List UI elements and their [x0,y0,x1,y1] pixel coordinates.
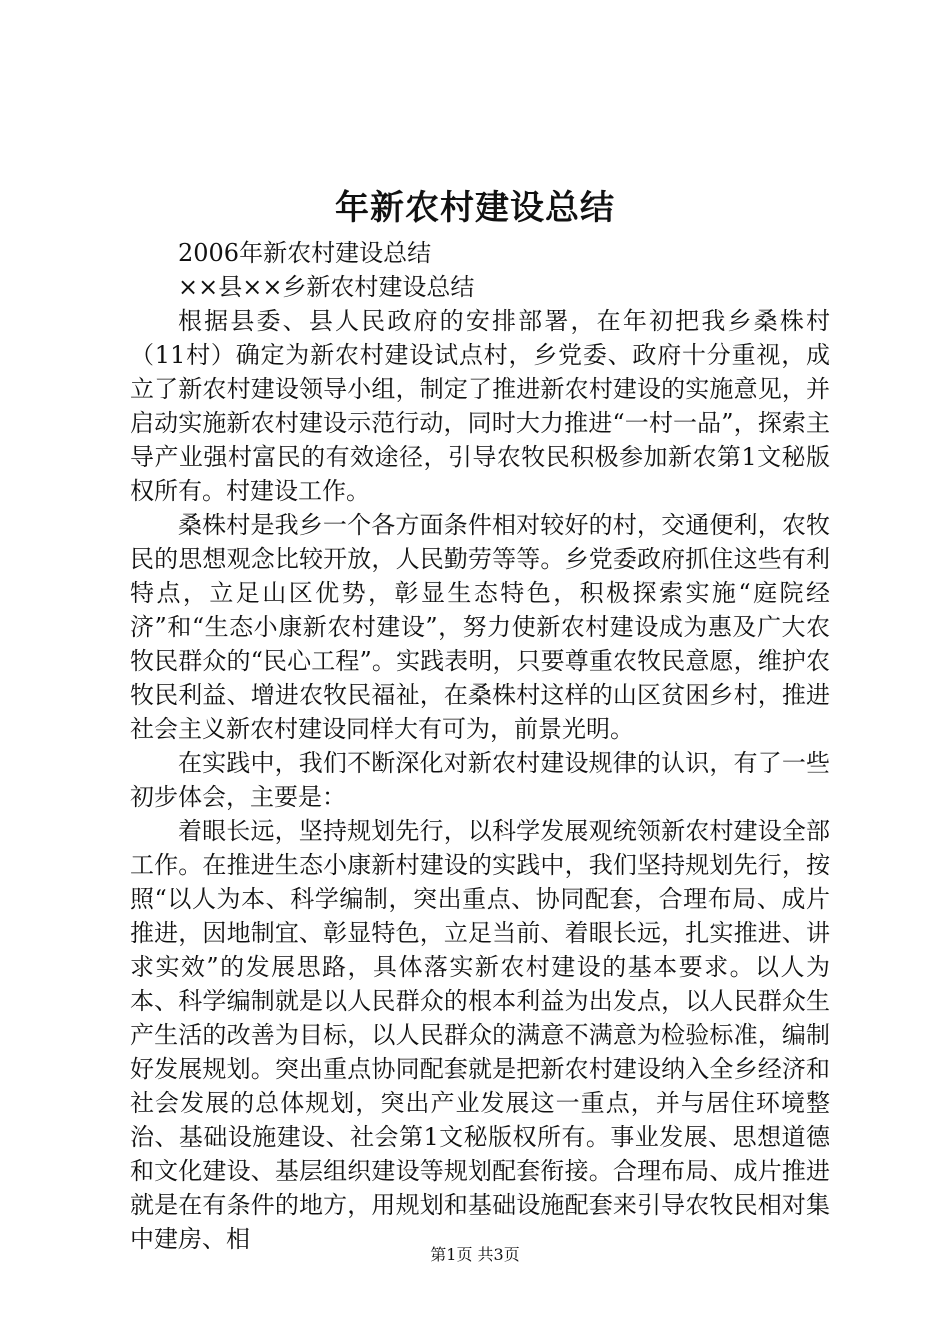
paragraph-subtitle-year: 2006年新农村建设总结 [178,239,432,267]
paragraph-village-overview: 桑株村是我乡一个各方面条件相对较好的村，交通便利，农牧民的思想观念比较开放，人民勤劳等等。乡党委政府抓住这些有利特点，立足山区优势，彰显生态特色，积极探索实施“庭院经济”和“生态小康新农村建设”，努力使新农村建设成为惠及广大农牧民群众的“民心工程”。实践表明，只要尊重农牧民意愿，维护农牧民利益、增进农牧民福祉，在桑株村这样的山区贫困乡村，推进社会主义新农村建设同样大有可为，前景光明。 [130,511,830,743]
paragraph-intro: 根据县委、县人民政府的安排部署，在年初把我乡桑株村（11村）确定为新农村建设试点村，乡党委、政府十分重视，成立了新农村建设领导小组，制定了推进新农村建设的实施意见，并启动实施新农村建设示范行动，同时大力推进“一村一品”，探索主导产业强村富民的有效途径，引导农牧民积极参加新农第1文秘版权所有。村建设工作。 [130,307,830,505]
paragraph-experience-lead: 在实践中，我们不断深化对新农村建设规律的认识，有了一些初步体会，主要是： [130,749,830,811]
document-body [130,236,830,1256]
paragraph-subtitle-county: ××县××乡新农村建设总结 [178,273,475,301]
document-title: 年新农村建设总结 [335,188,615,228]
page-number-footer: 第1页 共3页 [430,1245,520,1264]
paragraph-planning: 着眼长远，坚持规划先行，以科学发展观统领新农村建设全部工作。在推进生态小康新村建设的实践中，我们坚持规划先行，按照“以人为本、科学编制，突出重点、协同配套，合理布局、成片推进，因地制宜、彰显特色，立足当前、着眼长远，扎实推进、讲求实效”的发展思路，具体落实新农村建设的基本要求。以人为本、科学编制就是以人民群众的根本利益为出发点，以人民群众生产生活的改善为目标，以人民群众的满意不满意为检验标准，编制好发展规划。突出重点协同配套就是把新农村建设纳入全乡经济和社会发展的总体规划，突出产业发展这一重点，并与居住环境整治、基础设施建设、社会第1文秘版权所有。事业发展、思想道德和文化建设、基层组织建设等规划配套衔接。合理布局、成片推进就是在有条件的地方，用规划和基础设施配套来引导农牧民相对集中建房、相 [130,817,830,1253]
